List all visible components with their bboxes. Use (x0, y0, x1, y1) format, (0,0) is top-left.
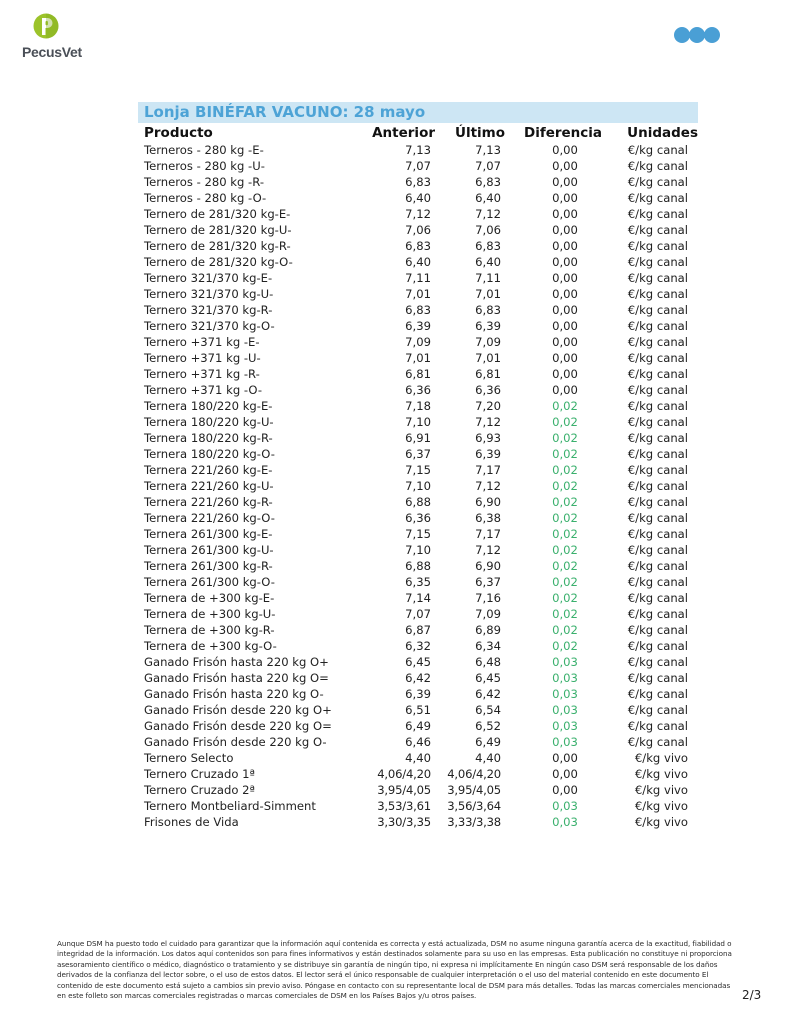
product-name: Ternero de 281/320 kg-E- (144, 207, 291, 221)
latest-price: 7,17 (475, 463, 501, 477)
price-difference: 0,00 (552, 255, 578, 269)
latest-price: 6,49 (475, 735, 501, 749)
table-row (138, 334, 698, 350)
price-difference: 0,02 (552, 511, 578, 525)
latest-price: 7,12 (475, 207, 501, 221)
latest-price: 7,12 (475, 415, 501, 429)
table-row (138, 798, 698, 814)
price-unit: €/kg canal (627, 415, 688, 429)
previous-price: 6,87 (405, 623, 431, 637)
previous-price: 6,39 (405, 319, 431, 333)
table-row (138, 366, 698, 382)
latest-price: 7,01 (475, 351, 501, 365)
latest-price: 7,09 (475, 335, 501, 349)
price-difference: 0,03 (552, 703, 578, 717)
price-difference: 0,00 (552, 751, 578, 765)
price-difference: 0,00 (552, 191, 578, 205)
latest-price: 4,06/4,20 (447, 767, 501, 781)
price-unit: €/kg canal (627, 527, 688, 541)
latest-price: 6,39 (475, 447, 501, 461)
latest-price: 6,45 (475, 671, 501, 685)
price-unit: €/kg canal (627, 559, 688, 573)
price-unit: €/kg canal (627, 575, 688, 589)
price-unit: €/kg canal (627, 623, 688, 637)
product-name: Terneros - 280 kg -O- (144, 191, 267, 205)
table-row (138, 302, 698, 318)
price-unit: €/kg canal (627, 191, 688, 205)
table-row (138, 350, 698, 366)
price-unit: €/kg canal (627, 303, 688, 317)
product-name: Ternero de 281/320 kg-O- (144, 255, 293, 269)
dsm-three-dots-icon (673, 26, 721, 44)
price-difference: 0,03 (552, 815, 578, 829)
product-name: Ternero +371 kg -E- (144, 335, 260, 349)
report-title: Lonja BINÉFAR VACUNO: 28 mayo (138, 102, 698, 123)
latest-price: 3,95/4,05 (447, 783, 501, 797)
previous-price: 6,40 (405, 191, 431, 205)
previous-price: 7,10 (405, 415, 431, 429)
product-name: Ternera 180/220 kg-U- (144, 415, 274, 429)
previous-price: 6,88 (405, 495, 431, 509)
table-row (138, 174, 698, 190)
product-name: Ternera 261/300 kg-U- (144, 543, 274, 557)
price-unit: €/kg canal (627, 159, 688, 173)
price-difference: 0,00 (552, 287, 578, 301)
product-name: Ternero 321/370 kg-E- (144, 271, 273, 285)
table-row (138, 478, 698, 494)
table-row (138, 254, 698, 270)
previous-price: 3,53/3,61 (377, 799, 431, 813)
product-name: Ternera de +300 kg-U- (144, 607, 276, 621)
latest-price: 6,93 (475, 431, 501, 445)
price-unit: €/kg vivo (634, 815, 688, 829)
product-name: Ternero 321/370 kg-R- (144, 303, 273, 317)
price-unit: €/kg canal (627, 383, 688, 397)
table-row (138, 766, 698, 782)
latest-price: 7,06 (475, 223, 501, 237)
previous-price: 6,51 (405, 703, 431, 717)
price-difference: 0,02 (552, 527, 578, 541)
latest-price: 6,37 (475, 575, 501, 589)
price-unit: €/kg canal (627, 463, 688, 477)
price-difference: 0,03 (552, 687, 578, 701)
product-name: Ganado Frisón desde 220 kg O= (144, 719, 332, 733)
price-unit: €/kg canal (627, 319, 688, 333)
price-difference: 0,00 (552, 175, 578, 189)
previous-price: 6,39 (405, 687, 431, 701)
price-unit: €/kg canal (627, 431, 688, 445)
latest-price: 4,40 (475, 751, 501, 765)
previous-price: 7,12 (405, 207, 431, 221)
product-name: Frisones de Vida (144, 815, 239, 829)
table-row (138, 542, 698, 558)
product-name: Ganado Frisón hasta 220 kg O+ (144, 655, 329, 669)
latest-price: 6,90 (475, 495, 501, 509)
column-header-unidades: Unidades (627, 124, 698, 141)
previous-price: 7,01 (405, 351, 431, 365)
previous-price: 7,14 (405, 591, 431, 605)
previous-price: 6,91 (405, 431, 431, 445)
price-unit: €/kg canal (627, 687, 688, 701)
table-row (138, 382, 698, 398)
previous-price: 6,83 (405, 303, 431, 317)
table-row (138, 526, 698, 542)
latest-price: 7,17 (475, 527, 501, 541)
price-difference: 0,00 (552, 271, 578, 285)
table-row (138, 158, 698, 174)
price-difference: 0,00 (552, 383, 578, 397)
product-name: Ternera 261/300 kg-E- (144, 527, 273, 541)
table-row (138, 590, 698, 606)
price-difference: 0,02 (552, 431, 578, 445)
product-name: Ternero de 281/320 kg-U- (144, 223, 292, 237)
price-difference: 0,00 (552, 239, 578, 253)
table-row (138, 638, 698, 654)
price-unit: €/kg canal (627, 735, 688, 749)
pecusvet-p-logo-icon (32, 12, 60, 40)
latest-price: 6,89 (475, 623, 501, 637)
product-name: Ganado Frisón hasta 220 kg O= (144, 671, 329, 685)
product-name: Ternero Selecto (144, 751, 234, 765)
logo-text: PecusVet (22, 44, 82, 60)
price-difference: 0,00 (552, 207, 578, 221)
product-name: Ternera 180/220 kg-E- (144, 399, 273, 413)
latest-price: 6,52 (475, 719, 501, 733)
product-name: Terneros - 280 kg -R- (144, 175, 265, 189)
price-unit: €/kg canal (627, 239, 688, 253)
price-unit: €/kg canal (627, 719, 688, 733)
price-unit: €/kg canal (627, 255, 688, 269)
product-name: Ternero +371 kg -R- (144, 367, 260, 381)
price-unit: €/kg canal (627, 223, 688, 237)
price-difference: 0,02 (552, 575, 578, 589)
product-name: Ternera 180/220 kg-R- (144, 431, 273, 445)
price-unit: €/kg canal (627, 447, 688, 461)
price-difference: 0,02 (552, 543, 578, 557)
product-name: Ternero de 281/320 kg-R- (144, 239, 291, 253)
table-row (138, 750, 698, 766)
price-difference: 0,02 (552, 447, 578, 461)
previous-price: 6,32 (405, 639, 431, 653)
product-name: Terneros - 280 kg -U- (144, 159, 265, 173)
previous-price: 3,95/4,05 (377, 783, 431, 797)
table-row (138, 190, 698, 206)
latest-price: 7,01 (475, 287, 501, 301)
latest-price: 7,13 (475, 143, 501, 157)
latest-price: 6,81 (475, 367, 501, 381)
table-row (138, 574, 698, 590)
column-header-producto: Producto (144, 124, 213, 141)
previous-price: 6,40 (405, 255, 431, 269)
price-difference: 0,03 (552, 719, 578, 733)
column-header-anterior: Anterior (372, 124, 435, 141)
previous-price: 4,06/4,20 (377, 767, 431, 781)
table-row (138, 270, 698, 286)
price-difference: 0,00 (552, 767, 578, 781)
table-row (138, 494, 698, 510)
latest-price: 7,12 (475, 479, 501, 493)
latest-price: 6,83 (475, 175, 501, 189)
previous-price: 7,13 (405, 143, 431, 157)
latest-price: 3,33/3,38 (447, 815, 501, 829)
latest-price: 6,34 (475, 639, 501, 653)
previous-price: 6,45 (405, 655, 431, 669)
table-row (138, 286, 698, 302)
previous-price: 6,83 (405, 175, 431, 189)
previous-price: 6,36 (405, 383, 431, 397)
table-row (138, 782, 698, 798)
previous-price: 6,83 (405, 239, 431, 253)
latest-price: 6,40 (475, 191, 501, 205)
price-unit: €/kg canal (627, 655, 688, 669)
product-name: Ternero +371 kg -U- (144, 351, 261, 365)
price-difference: 0,03 (552, 671, 578, 685)
disclaimer-text: Aunque DSM ha puesto todo el cuidado para garantizar que la información aquí contenida es correcta y está actualizada, DSM no asume ninguna garantía acerca de la exactitud, fiabilidad o integridad de la información. Los datos aquí contenidos son para fines informativos y están destinados solamente para su uso en las empresas. Esta publicación no constituye ni proporciona asesoramiento científico o médico, diagnóstico o tratamiento y se distribuye sin garantía de ningún tipo, ni expresa ni implícitamente En ningún caso DSM será responsable de los daños derivados de la confianza del lector sobre, o el uso de estos datos. El lector será el único responsable de cualquier interpretación o el uso del material contenido en este documento El contenido de este documento está sujeto a cambios sin previo aviso. Póngase en contacto con su representante local de DSM para más detalles. Todas las marcas comerciales mencionadas en este folleto son marcas comerciales registradas o marcas comerciales de DSM en los Países Bajos y/u otros países. (57, 939, 732, 1001)
price-unit: €/kg vivo (634, 799, 688, 813)
previous-price: 6,49 (405, 719, 431, 733)
previous-price: 6,42 (405, 671, 431, 685)
product-name: Ganado Frisón hasta 220 kg O- (144, 687, 324, 701)
price-unit: €/kg canal (627, 511, 688, 525)
table-row (138, 238, 698, 254)
price-difference: 0,00 (552, 335, 578, 349)
price-unit: €/kg vivo (634, 751, 688, 765)
price-unit: €/kg canal (627, 703, 688, 717)
previous-price: 7,01 (405, 287, 431, 301)
price-difference: 0,00 (552, 351, 578, 365)
table-row (138, 670, 698, 686)
price-report (138, 102, 698, 830)
product-name: Ternera 221/260 kg-O- (144, 511, 275, 525)
table-row (138, 606, 698, 622)
latest-price: 6,48 (475, 655, 501, 669)
price-unit: €/kg canal (627, 143, 688, 157)
product-name: Ternero +371 kg -O- (144, 383, 263, 397)
price-unit: €/kg canal (627, 207, 688, 221)
latest-price: 6,36 (475, 383, 501, 397)
price-unit: €/kg vivo (634, 783, 688, 797)
price-difference: 0,03 (552, 799, 578, 813)
table-row (138, 318, 698, 334)
table-row (138, 430, 698, 446)
price-difference: 0,00 (552, 159, 578, 173)
price-unit: €/kg canal (627, 335, 688, 349)
price-difference: 0,02 (552, 607, 578, 621)
latest-price: 6,83 (475, 239, 501, 253)
price-unit: €/kg canal (627, 607, 688, 621)
previous-price: 6,35 (405, 575, 431, 589)
previous-price: 7,18 (405, 399, 431, 413)
table-row (138, 462, 698, 478)
previous-price: 7,10 (405, 543, 431, 557)
product-name: Ternero 321/370 kg-U- (144, 287, 274, 301)
latest-price: 7,11 (475, 271, 501, 285)
product-name: Ternera 261/300 kg-R- (144, 559, 273, 573)
product-name: Ternera 221/260 kg-U- (144, 479, 274, 493)
latest-price: 7,12 (475, 543, 501, 557)
price-difference: 0,03 (552, 655, 578, 669)
latest-price: 6,40 (475, 255, 501, 269)
table-row (138, 622, 698, 638)
price-unit: €/kg canal (627, 175, 688, 189)
product-name: Ganado Frisón desde 220 kg O- (144, 735, 327, 749)
previous-price: 4,40 (405, 751, 431, 765)
previous-price: 7,11 (405, 271, 431, 285)
previous-price: 6,37 (405, 447, 431, 461)
product-name: Ternera 261/300 kg-O- (144, 575, 275, 589)
price-difference: 0,00 (552, 303, 578, 317)
latest-price: 7,07 (475, 159, 501, 173)
price-unit: €/kg canal (627, 639, 688, 653)
price-difference: 0,00 (552, 367, 578, 381)
latest-price: 7,20 (475, 399, 501, 413)
price-difference: 0,02 (552, 639, 578, 653)
product-name: Ternera 180/220 kg-O- (144, 447, 275, 461)
latest-price: 7,09 (475, 607, 501, 621)
price-table (138, 123, 698, 830)
price-unit: €/kg canal (627, 399, 688, 413)
product-name: Ternera 221/260 kg-E- (144, 463, 273, 477)
table-row (138, 718, 698, 734)
product-name: Ternera de +300 kg-R- (144, 623, 275, 637)
latest-price: 3,56/3,64 (447, 799, 501, 813)
price-difference: 0,00 (552, 223, 578, 237)
price-difference: 0,02 (552, 591, 578, 605)
price-difference: 0,00 (552, 783, 578, 797)
previous-price: 7,09 (405, 335, 431, 349)
price-difference: 0,02 (552, 463, 578, 477)
product-name: Ternera 221/260 kg-R- (144, 495, 273, 509)
table-row (138, 654, 698, 670)
table-row (138, 510, 698, 526)
previous-price: 6,46 (405, 735, 431, 749)
product-name: Ternera de +300 kg-E- (144, 591, 275, 605)
previous-price: 7,07 (405, 607, 431, 621)
price-difference: 0,02 (552, 623, 578, 637)
product-name: Ternero Cruzado 2ª (144, 783, 255, 797)
price-difference: 0,00 (552, 143, 578, 157)
table-row (138, 814, 698, 830)
table-row (138, 686, 698, 702)
latest-price: 7,16 (475, 591, 501, 605)
latest-price: 6,90 (475, 559, 501, 573)
previous-price: 7,15 (405, 527, 431, 541)
price-unit: €/kg canal (627, 479, 688, 493)
price-difference: 0,02 (552, 559, 578, 573)
price-difference: 0,02 (552, 399, 578, 413)
price-unit: €/kg canal (627, 671, 688, 685)
price-difference: 0,02 (552, 479, 578, 493)
table-row (138, 446, 698, 462)
previous-price: 7,15 (405, 463, 431, 477)
latest-price: 6,42 (475, 687, 501, 701)
price-unit: €/kg canal (627, 271, 688, 285)
price-unit: €/kg canal (627, 495, 688, 509)
previous-price: 7,06 (405, 223, 431, 237)
table-row (138, 734, 698, 750)
table-header-row (138, 123, 698, 142)
price-difference: 0,00 (552, 319, 578, 333)
previous-price: 3,30/3,35 (377, 815, 431, 829)
page-number: 2/3 (742, 988, 762, 1002)
column-header-ultimo: Último (454, 124, 505, 141)
price-unit: €/kg canal (627, 543, 688, 557)
product-name: Terneros - 280 kg -E- (144, 143, 264, 157)
latest-price: 6,54 (475, 703, 501, 717)
latest-price: 6,39 (475, 319, 501, 333)
previous-price: 7,10 (405, 479, 431, 493)
price-unit: €/kg canal (627, 367, 688, 381)
product-name: Ternero Cruzado 1ª (144, 767, 255, 781)
table-row (138, 702, 698, 718)
product-name: Ternero 321/370 kg-O- (144, 319, 275, 333)
price-difference: 0,03 (552, 735, 578, 749)
previous-price: 6,36 (405, 511, 431, 525)
price-unit: €/kg vivo (634, 767, 688, 781)
pecusvet-logo (22, 10, 82, 62)
price-unit: €/kg canal (627, 591, 688, 605)
latest-price: 6,38 (475, 511, 501, 525)
table-row (138, 222, 698, 238)
price-unit: €/kg canal (627, 351, 688, 365)
product-name: Ternera de +300 kg-O- (144, 639, 277, 653)
latest-price: 6,83 (475, 303, 501, 317)
table-row (138, 142, 698, 158)
table-row (138, 398, 698, 414)
table-row (138, 206, 698, 222)
previous-price: 6,88 (405, 559, 431, 573)
product-name: Ternero Montbeliard-Simment (144, 799, 316, 813)
column-header-diferencia: Diferencia (523, 124, 603, 141)
price-unit: €/kg canal (627, 287, 688, 301)
table-row (138, 414, 698, 430)
previous-price: 6,81 (405, 367, 431, 381)
price-difference: 0,02 (552, 495, 578, 509)
previous-price: 7,07 (405, 159, 431, 173)
price-difference: 0,02 (552, 415, 578, 429)
product-name: Ganado Frisón desde 220 kg O+ (144, 703, 332, 717)
table-row (138, 558, 698, 574)
